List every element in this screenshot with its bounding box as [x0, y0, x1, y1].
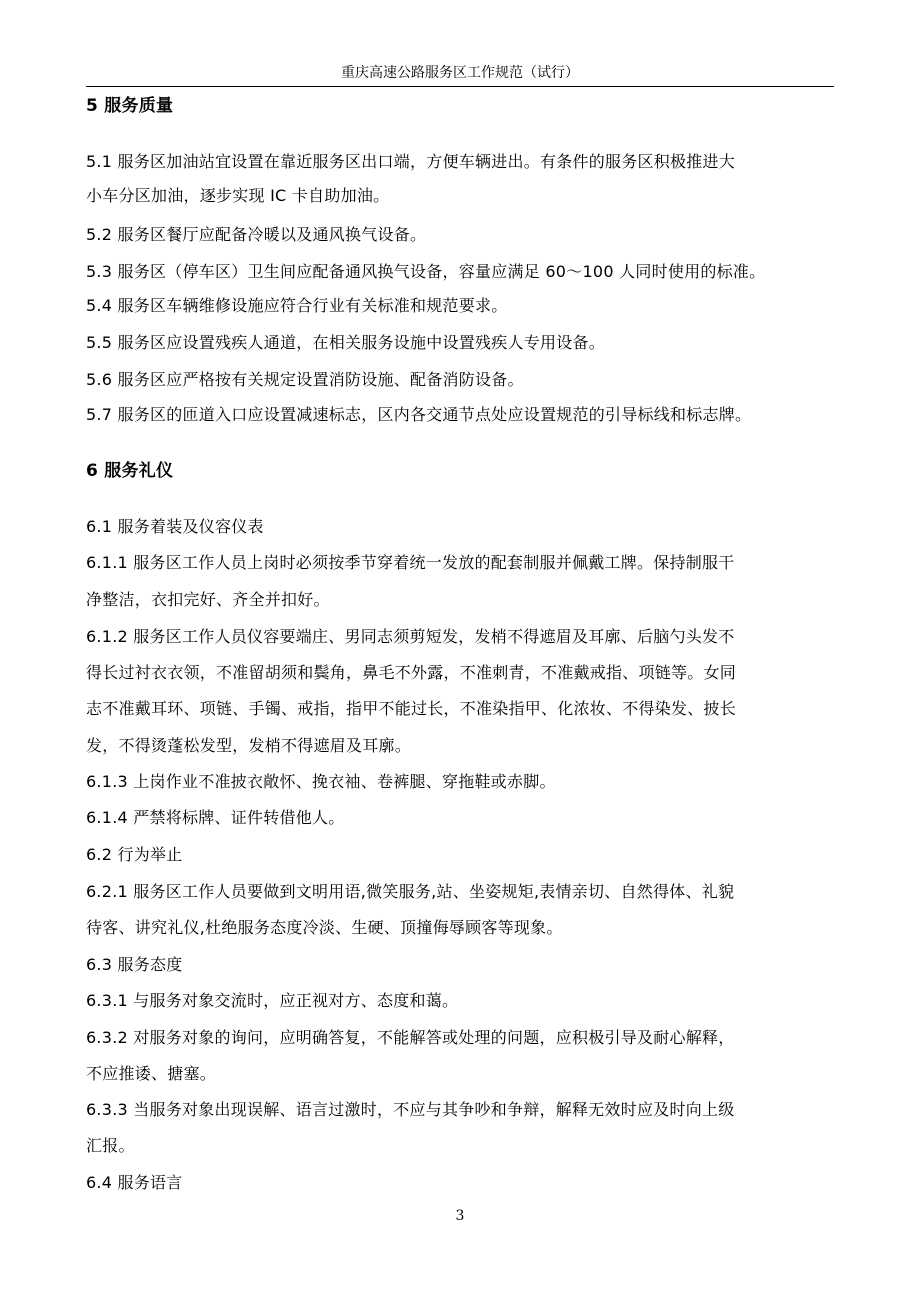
text-line: 6.2 行为举止 — [86, 845, 183, 864]
text-line: 6.3.1 与服务对象交流时，应正视对方、态度和蔼。 — [86, 991, 459, 1010]
section-heading: 5 服务质量 — [86, 96, 174, 116]
page-header: 重庆高速公路服务区工作规范（试行） — [86, 60, 834, 87]
text-line: 6.1.1 服务区工作人员上岗时必须按季节穿着统一发放的配套制服并佩戴工牌。保持制服干 — [86, 553, 735, 572]
text-line: 6.3.3 当服务对象出现误解、语言过激时，不应与其争吵和争辩，解释无效时应及时向上级 — [86, 1100, 735, 1119]
text-line: 志不准戴耳环、项链、手镯、戒指，指甲不能过长，不准染指甲、化浓妆、不得染发、披长 — [86, 699, 737, 718]
text-line: 6.1.2 服务区工作人员仪容要端庄、男同志须剪短发，发梢不得遮眉及耳廓、后脑勺头发不 — [86, 627, 735, 646]
text-line: 6.1.3 上岗作业不准披衣敞怀、挽衣袖、卷裤腿、穿拖鞋或赤脚。 — [86, 772, 556, 791]
text-line: 5.3 服务区（停车区）卫生间应配备通风换气设备，容量应满足 60～100 人同时使用的标准。 — [86, 262, 766, 281]
text-line: 得长过衬衣衣领，不准留胡须和鬓角，鼻毛不外露，不准刺青，不准戴戒指、项链等。女同 — [86, 663, 737, 682]
text-line: 6.4 服务语言 — [86, 1173, 183, 1192]
page-number: 3 — [455, 1208, 465, 1224]
text-line: 6.3 服务态度 — [86, 955, 183, 974]
text-line: 5.1 服务区加油站宜设置在靠近服务区出口端，方便车辆进出。有条件的服务区积极推进大 — [86, 152, 736, 171]
text-line: 汇报。 — [86, 1136, 135, 1155]
text-line: 5.5 服务区应设置残疾人通道，在相关服务设施中设置残疾人专用设备。 — [86, 333, 606, 352]
text-line: 发，不得烫蓬松发型，发梢不得遮眉及耳廓。 — [86, 736, 412, 755]
text-line: 5.6 服务区应严格按有关规定设置消防设施、配备消防设备。 — [86, 370, 524, 389]
section-heading: 6 服务礼仪 — [86, 461, 174, 481]
text-line: 6.3.2 对服务对象的询问，应明确答复，不能解答或处理的问题，应积极引导及耐心解释， — [86, 1028, 735, 1047]
text-line: 6.1 服务着装及仪容仪表 — [86, 517, 264, 536]
text-line: 待客、讲究礼仪,杜绝服务态度冷淡、生硬、顶撞侮辱顾客等现象。 — [86, 918, 563, 937]
text-line: 5.2 服务区餐厅应配备冷暖以及通风换气设备。 — [86, 225, 427, 244]
text-line: 6.1.4 严禁将标牌、证件转借他人。 — [86, 808, 345, 827]
text-line: 6.2.1 服务区工作人员要做到文明用语,微笑服务,站、坐姿规矩,表情亲切、自然得体、礼貌 — [86, 882, 735, 901]
text-line: 小车分区加油，逐步实现 IC 卡自助加油。 — [86, 186, 390, 205]
text-line: 5.4 服务区车辆维修设施应符合行业有关标准和规范要求。 — [86, 296, 508, 315]
text-line: 5.7 服务区的匝道入口应设置减速标志，区内各交通节点处应设置规范的引导标线和标志牌。 — [86, 405, 752, 424]
text-line: 净整洁，衣扣完好、齐全并扣好。 — [86, 590, 330, 609]
text-line: 不应推诿、搪塞。 — [86, 1064, 217, 1083]
